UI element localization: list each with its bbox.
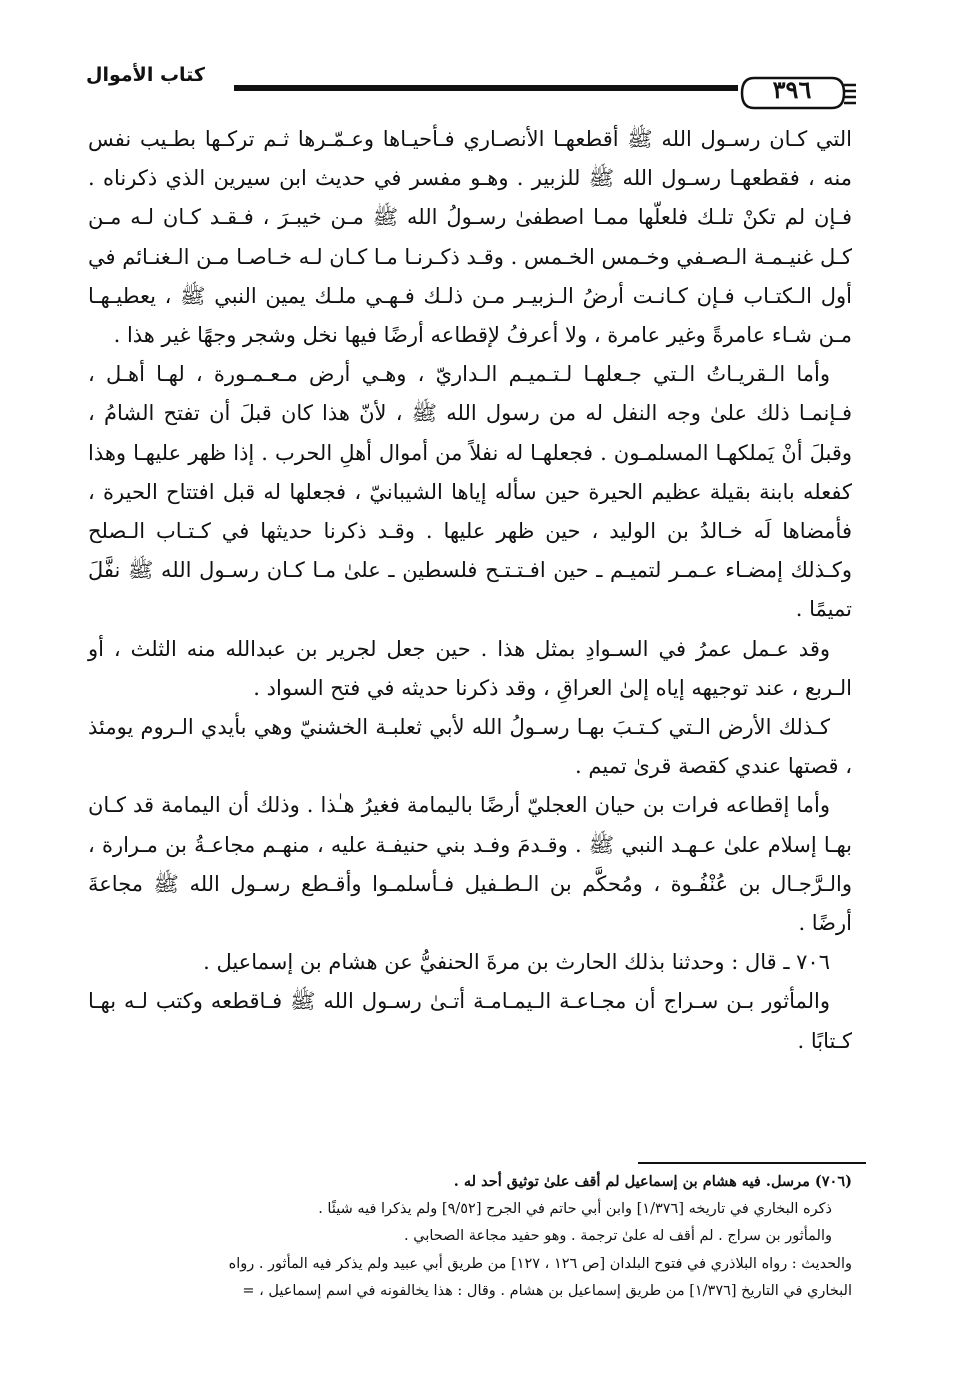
hadith-paragraph: ٧٠٦ ـ قال : وحدثنا بذلك الحارث بن مرةَ الحنفيُّ عن هشام بن إسماعيل . xyxy=(203,950,830,975)
footnote-line: والمأثور بن سراج . لم أقف له علىٰ ترجمة . وهو حفيد مجاعة الصحابي . xyxy=(404,1228,832,1244)
paragraph: وقد عـمل عمرُ في السـوادِ بمثل هذا . حين جعل لجرير بن عبدالله منه الثلث ، أو الـربع ، عند توجيهه إياه إلىٰ العراقِ ، وقد ذكرنا حديثه في فتح السواد . xyxy=(88,636,852,700)
footnote-separator xyxy=(638,1162,866,1164)
page-header xyxy=(86,58,856,106)
header-rule xyxy=(234,85,738,91)
book-title: كتاب الأموال xyxy=(86,64,205,86)
paragraph: كـذلك الأرض الـتي كـتـبَ بهـا رسـولُ الله لأبي ثعلبـة الخشنيّ وهي بأيدي الـروم يومئذ ، قصتها عندي كقصة قرىٰ تميم . xyxy=(88,715,852,779)
paragraph: التي كـان رسـول الله ﷺ أقطعهـا الأنصـاري فـأحيـاها وعـمّـرها ثـم تركـها بطـيب نفس منه ، فقطعهـا رسـول الله ﷺ للزبير . وهـو مفسر في حديث ابن سيرين الذي ذكرناه . فـإن لم تكنْ تلـك فلعلّها ممـا اصطفىٰ رسـولُ الله ﷺ مـن خيبـرَ ، فـقـد كـان لـه مـن كـل غنيـمـة الـصـفي وخـمس الخـمس . وقـد ذكـرنـا مـا كـان لـه خـاصـا مـن الـغنـائم في أول الـكتـاب فـإن كـانـت أرضُ الـزبيـر مـن ذلـك فـهـي ملـك يمين النبي ﷺ ، يعطيـهـا مـن شـاء عامرةً وغير عامرة ، ولا أعرفُ لإقطاعه أرضًا فيها نخل وشجر وجهًا غير هذا . xyxy=(88,127,852,348)
footnote-line: والحديث : رواه البلاذري في فتوح البلدان [ص ١٢٦ ، ١٢٧] من طريق أبي عبيد ولم يذكر فيه المأثور . رواه xyxy=(228,1255,852,1272)
main-text xyxy=(88,120,852,1061)
footnote-line: (٧٠٦) مرسل. فيه هشام بن إسماعيل لم أقف علىٰ توثيق أحد له . xyxy=(453,1173,852,1190)
footnotes xyxy=(88,1168,852,1306)
paragraph: والمأثور بـن سـراج أن مجـاعـة الـيمـامـة أتـىٰ رسـول الله ﷺ فـاقطعه وكتب لـه بهـا كـتابًا . xyxy=(88,989,852,1053)
page-number-frame xyxy=(740,76,856,110)
footnote-line: البخاري في التاريخ [١/٣٧٦] من طريق إسماعيل بن هشام . وقال : هذا يخالفونه في اسم إسماعيل ، = xyxy=(242,1283,852,1299)
paragraph: وأما الـقريـاتُ الـتي جـعلهـا لـتـميـم الـداريّ ، وهـي أرض مـعـمـورة ، لهـا أهـل ، فـإنمـا ذلك علىٰ وجه النفل له من رسول الله ﷺ ، لأنّ هذا كان قبلَ أن تفتح الشامُ ، وقبلَ أنْ يَملكهـا المسلمـون . فجعلهـا له نفلاً من أموال أهلِ الحرب . إذا ظهر عليهـا وهذا كفعله بابنة بقيلة عظيم الحيرة حين سأله إياها الشيبانيّ ، فجعلها له قبل افتتاح الحيرة ، فأمضاها لَه خـالدُ بن الوليد ، حين ظهر عليها . وقـد ذكرنا حديثها في كـتـاب الـصلح وكـذلك إمضـاء عـمـر لتميـم ـ حين افـتـتـح فلسطين ـ علىٰ مـا كـان رسـول الله ﷺ نفَّلَ تميمًا . xyxy=(88,362,852,622)
page-number: ٣٩٦ xyxy=(772,75,812,104)
paragraph: وأما إقطاعه فرات بن حيان العجليّ أرضًا باليمامة فغيرُ هـٰذا . وذلك أن اليمامة قد كـان بهـا إسلام علىٰ عـهـد النبي ﷺ . وقـدمَ وفـد بني حنيفـة عليه ، منهـم مجاعـةُ بن مـرارة ، والـرَّجـال بن عُنْفُـوة ، ومُحكَّم بن الـطـفيل فـأسلمـوا وأقـطع رسـول الله ﷺ مجاعةَ أرضًا . xyxy=(88,793,852,936)
footnote-line: ذكره البخاري في تاريخه [١/٣٧٦] وابن أبي حاتم في الجرح [٩/٥٢] ولم يذكرا فيه شيئًا . xyxy=(318,1200,832,1217)
